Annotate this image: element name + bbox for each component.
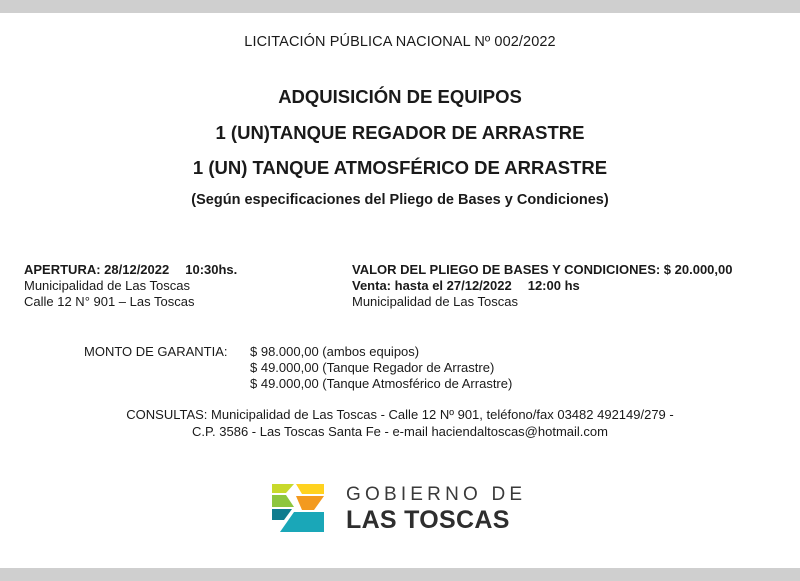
title-acquisition: ADQUISICIÓN DE EQUIPOS [278, 86, 522, 107]
contact-line-1: CONSULTAS: Municipalidad de Las Toscas - Calle 12 Nº 901, teléfono/fax 03482 492149/279 - [126, 407, 674, 422]
guarantee-item: $ 98.000,00 (ambos equipos) [250, 344, 420, 359]
specifications-note: (Según especificaciones del Pliego de Bases y Condiciones) [191, 192, 609, 208]
guarantee-item: $ 49.000,00 (Tanque Atmosférico de Arrastre) [250, 376, 513, 391]
opening-date-line [24, 262, 237, 278]
guarantee-label: MONTO DE GARANTIA: [84, 344, 228, 359]
opening-place: Municipalidad de Las Toscas [24, 278, 190, 293]
opening-date: APERTURA: 28/12/2022 [24, 262, 170, 277]
guarantee-item: $ 49.000,00 (Tanque Regador de Arrastre) [250, 360, 495, 375]
pliego-sale-time: 12:00 hs [527, 278, 580, 293]
title-atmospheric-tank: 1 (UN) TANQUE ATMOSFÉRICO DE ARRASTRE [192, 157, 608, 178]
contact-info [0, 406, 800, 440]
logo-line-2: LAS TOSCAS [346, 506, 510, 534]
pliego-place: Municipalidad de Las Toscas [352, 294, 518, 309]
pliego-sale-date: Venta: hasta el 27/12/2022 [352, 278, 512, 293]
opening-address: Calle 12 N° 901 – Las Toscas [24, 294, 195, 309]
top-border [0, 0, 800, 13]
bottom-border [0, 568, 800, 581]
logo-piece-yellow [296, 484, 324, 494]
tender-number: LICITACIÓN PÚBLICA NACIONAL Nº 002/2022 [244, 34, 556, 50]
opening-info [24, 262, 237, 310]
government-logo [272, 484, 532, 536]
logo-piece-teal [272, 509, 292, 520]
pliego-sale-line [352, 278, 733, 294]
logo-piece-lime [272, 484, 294, 493]
logo-line-1: GOBIERNO DE [346, 484, 527, 505]
logo-piece-green [272, 495, 294, 507]
guarantee-values [250, 344, 512, 392]
title-irrigation-tank: 1 (UN)TANQUE REGADOR DE ARRASTRE [215, 122, 585, 143]
logo-mark-icon [272, 484, 324, 532]
pliego-value: VALOR DEL PLIEGO DE BASES Y CONDICIONES: $ 20.000,00 [352, 262, 733, 277]
contact-line-2: C.P. 3586 - Las Toscas Santa Fe - e-mail haciendaltoscas@hotmail.com [192, 424, 608, 439]
pliego-info [352, 262, 733, 310]
opening-time: 10:30hs. [185, 262, 238, 277]
logo-piece-orange [296, 496, 324, 510]
logo-text [346, 484, 526, 534]
